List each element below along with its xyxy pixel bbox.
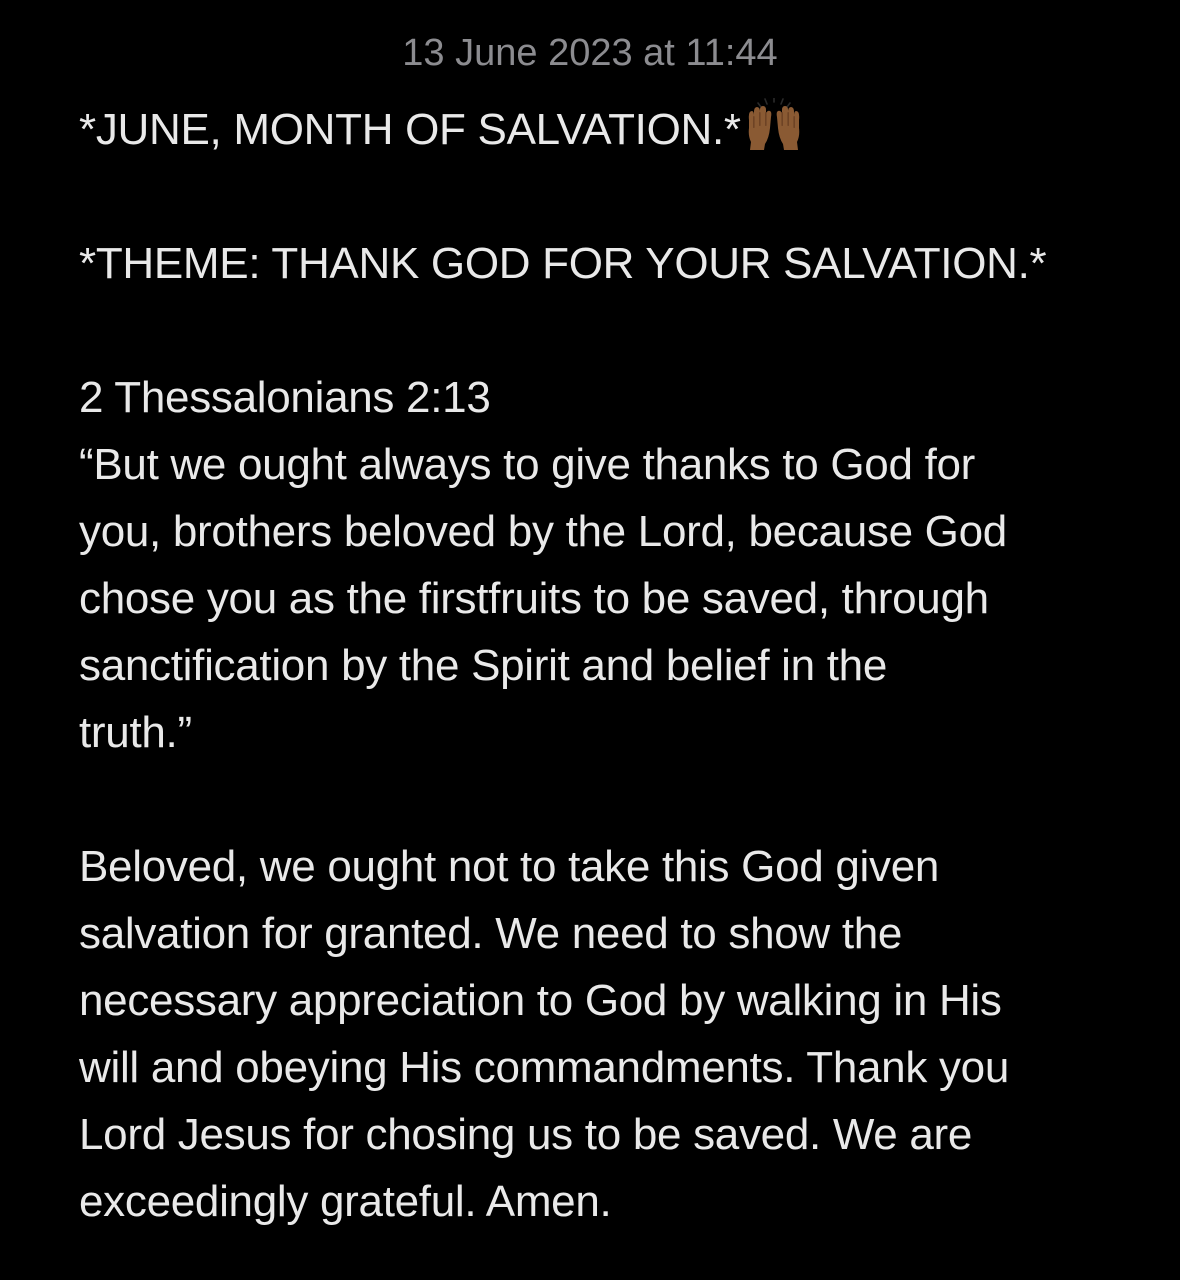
note-body[interactable] xyxy=(79,96,1119,1235)
scripture-line: “But we ought always to give thanks to God for xyxy=(79,440,976,489)
scripture-line: truth.” xyxy=(79,708,192,757)
message-line: will and obeying His commandments. Thank you xyxy=(79,1043,1010,1092)
note-timestamp: 13 June 2023 at 11:44 xyxy=(402,32,778,74)
raising-hands-icon xyxy=(743,98,805,150)
note-title-row xyxy=(79,96,1119,163)
note-theme: *THEME: THANK GOD FOR YOUR SALVATION.* xyxy=(79,239,1047,288)
blank-line xyxy=(79,297,1119,364)
message-line: exceedingly grateful. Amen. xyxy=(79,1177,612,1226)
message-line: Lord Jesus for chosing us to be saved. We are xyxy=(79,1110,973,1159)
blank-line xyxy=(79,163,1119,230)
message-line: necessary appreciation to God by walking in His xyxy=(79,976,1002,1025)
message-line: salvation for granted. We need to show the xyxy=(79,909,903,958)
note-title: *JUNE, MONTH OF SALVATION.* xyxy=(79,105,741,154)
scripture-line: chose you as the firstfruits to be saved, through xyxy=(79,574,989,623)
scripture-reference: 2 Thessalonians 2:13 xyxy=(79,373,491,422)
blank-line xyxy=(79,766,1119,833)
message-line: Beloved, we ought not to take this God given xyxy=(79,842,940,891)
scripture-line: you, brothers beloved by the Lord, because God xyxy=(79,507,1007,556)
scripture-line: sanctification by the Spirit and belief in the xyxy=(79,641,888,690)
